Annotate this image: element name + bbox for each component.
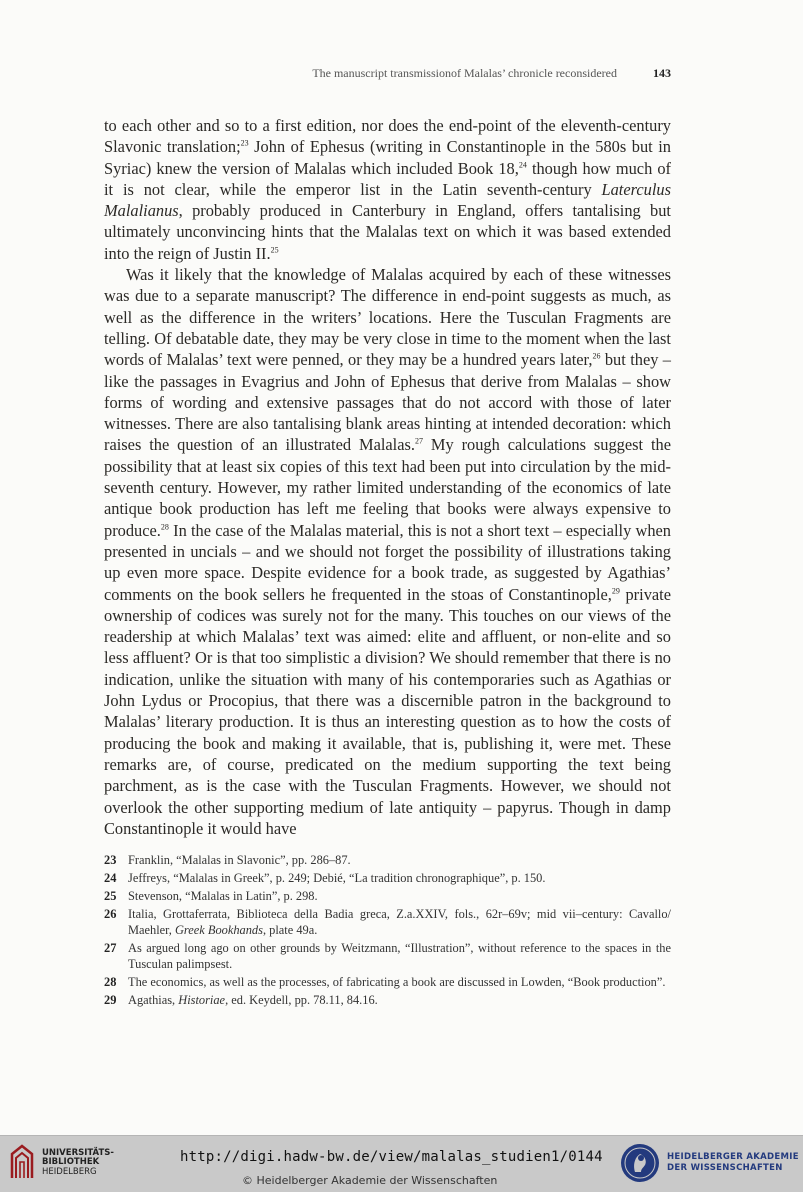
- footnote-number: 27: [104, 941, 117, 956]
- footnote-27: [104, 940, 671, 973]
- running-title: The manuscript transmissionof Malalas’ chronicle reconsidered: [312, 66, 617, 80]
- italic-title: Laterculus Malalianus: [104, 179, 671, 221]
- text-run: , ed. Keydell, pp. 78.11, 84.16.: [225, 993, 378, 1008]
- text-run: , probably produced in Canterbury in England, offers tantalising but ultimately unconvincing hints that the Malalas text on which it was based extended into the reign of Justin II.: [104, 201, 671, 263]
- italic-title: Greek Bookhands: [174, 923, 263, 938]
- footnote-text: [128, 906, 671, 939]
- footnote-28: [104, 974, 671, 990]
- paragraph-1: [104, 115, 671, 264]
- text-run: In the case of the Malalas material, this is not a short text – especially when presented in uncials – and we should not forget the possibility of illustrations taking up even more space. Despite evidence for a book trade, as suggested by Agathias’ comments on the book sellers he frequented in the stoas of Constantinople,: [104, 520, 671, 604]
- footnote-26: [104, 906, 671, 939]
- page-number: 143: [653, 66, 671, 80]
- paragraph-2: [104, 264, 671, 839]
- library-name-line: HEIDELBERG: [42, 1166, 97, 1177]
- academy-name: [667, 1152, 799, 1174]
- italic-title: Historiae: [178, 993, 226, 1008]
- text-run: to each other and so to a first edition, nor does the end-point of the eleventh-century Slavonic translation;: [104, 116, 671, 157]
- academy-name-line: DER WISSENSCHAFTEN: [667, 1163, 783, 1173]
- footnote-number: 28: [104, 975, 117, 990]
- footnote-number: 23: [104, 853, 117, 867]
- academy-name-line: HEIDELBERGER AKADEMIE: [667, 1152, 799, 1162]
- footnote-text: Jeffreys, “Malalas in Greek”, p. 249; Debié, “La tradition chronographique”, p. 150.: [128, 870, 546, 885]
- text-run: private ownership of codices was surely not for the many. This touches on our views of the readership at which Malalas’ text was aimed: elite and affluent, or non-elite and so less affluent? Or is that too simplistic a division? We should remember that there is no indication, unlike the situation with many of his contemporaries such as Agathias or John Lydus or Procopius, that there was a discernible patron in the background to Malalas’ literary production. It is thus an interesting question as to how the costs of producing the book and making it available, that is, publishing it, were met. These remarks are, of course, predicated on the medium supporting the text being parchment, as is the case with the Tusculan Fragments. However, we should not overlook the other supporting medium of late antiquity – papyrus. Though in damp Constantinople it would have: [104, 584, 671, 838]
- footnote-number: 26: [104, 906, 117, 921]
- library-name: [42, 1149, 114, 1178]
- footnote-29: [104, 992, 671, 1008]
- footnote-ref-23[interactable]: 23: [240, 138, 249, 148]
- text-run: Was it likely that the knowledge of Malalas acquired by each of these witnesses was due to a separate manuscript? The difference in end-point suggests as much, as well as the difference in the writers’ locations. Here the Tusculan Fragments are telling. Of debatable date, they may be very close in time to the moment when the last words of Malalas’ text were penned, or they may be a hundred years later,: [104, 265, 671, 370]
- footnote-ref-28[interactable]: 28: [160, 522, 169, 532]
- document-url-link[interactable]: http://digi.hadw-bw.de/view/malalas_studien1/0144: [180, 1149, 603, 1165]
- footnote-text: [128, 992, 671, 1008]
- main-text: [104, 115, 671, 839]
- footnote-ref-26[interactable]: 26: [592, 351, 601, 361]
- footnote-number: 25: [104, 888, 117, 903]
- running-head: [104, 66, 671, 81]
- text-run: though how much of it is not clear, while the emperor list in the Latin seventh-century: [104, 158, 671, 199]
- university-library-logo[interactable]: [8, 1144, 114, 1182]
- footnote-text: Stevenson, “Malalas in Latin”, p. 298.: [128, 888, 318, 903]
- footnote-24: [104, 870, 671, 886]
- footnote-text: As argued long ago on other grounds by Weitzmann, “Illustration”, without reference to the spaces in the Tusculan palimpsest.: [128, 941, 671, 972]
- footnote-number: 29: [104, 993, 117, 1008]
- text-run: Agathias,: [128, 993, 179, 1008]
- text-run: but they – like the passages in Evagrius and John of Ephesus that derive from Malalas – show forms of wording and extensive passages that do not accord with those of later witnesses. There are also tantalising blank areas hinting at intended decoration: which raises the question of an illustrated Malalas.: [104, 350, 671, 455]
- library-emblem-icon: [8, 1144, 36, 1182]
- academy-logo[interactable]: [619, 1142, 799, 1184]
- footnotes: [104, 852, 671, 1010]
- text-run: My rough calculations suggest the possibility that at least six copies of this text had been put into circulation by the mid-seventh century. However, my rather limited understanding of the economics of late antique book production has left me feeling that books were always expensive to produce.: [104, 435, 671, 540]
- footnote-text: Franklin, “Malalas in Slavonic”, pp. 286–87.: [128, 853, 351, 867]
- text-run: , plate 49a.: [262, 923, 318, 938]
- footnote-number: 24: [104, 870, 117, 885]
- text-run: Italia, Grottaferrata, Biblioteca della Badia greca, Z.a.XXIV, fols., 62r–69v; mid vii–century: Cavallo/ Maehler,: [128, 906, 671, 938]
- footnote-ref-29[interactable]: 29: [611, 586, 620, 596]
- footnote-ref-25[interactable]: 25: [270, 245, 279, 255]
- library-name-line: BIBLIOTHEK: [42, 1157, 100, 1168]
- academy-seal-icon: [619, 1142, 661, 1184]
- viewer-footer: [0, 1135, 803, 1192]
- library-name-line: UNIVERSITÄTS-: [42, 1147, 114, 1158]
- footnote-23: [104, 852, 671, 868]
- footnote-text: The economics, as well as the processes, of fabricating a book are discussed in Lowden, “Book production”.: [128, 975, 666, 990]
- text-run: John of Ephesus (writing in Constantinople in the 580s but in Syriac) knew the version of Malalas which included Book 18,: [104, 137, 671, 178]
- footnote-25: [104, 888, 671, 904]
- footnote-ref-24[interactable]: 24: [518, 160, 527, 170]
- copyright-notice: © Heidelberger Akademie der Wissenschaften: [242, 1174, 498, 1187]
- footnote-ref-27[interactable]: 27: [414, 436, 423, 446]
